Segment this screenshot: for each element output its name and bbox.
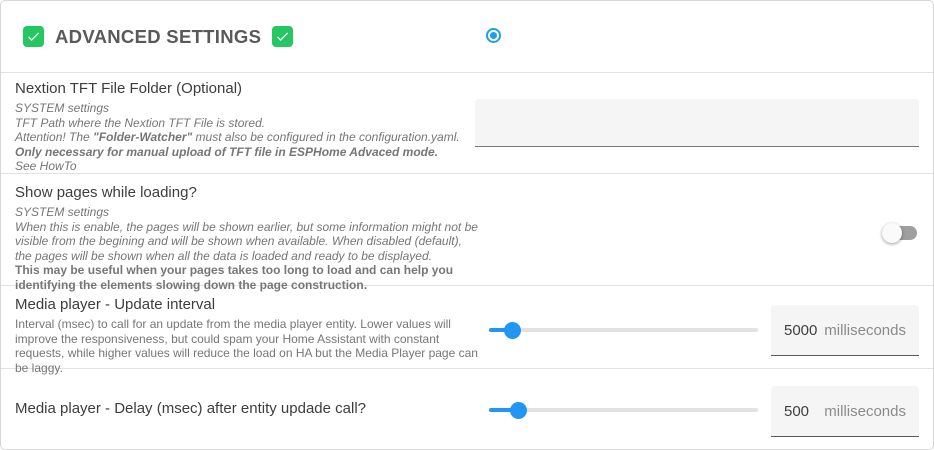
section-update-interval: [1, 286, 933, 375]
section-title: Media player - Delay (msec) after entity updade call?: [15, 400, 366, 417]
toggle-knob[interactable]: [882, 223, 902, 243]
slider-track[interactable]: [489, 408, 758, 412]
delay-slider[interactable]: [489, 401, 758, 419]
section-nextion-tft-folder: [1, 73, 933, 174]
section-show-pages: [1, 174, 933, 292]
value-number[interactable]: 500: [784, 402, 810, 420]
checkmark-icon: [26, 29, 41, 44]
section-delay: [1, 369, 933, 450]
value-unit-label: milliseconds: [824, 321, 906, 339]
value-unit-label: milliseconds: [824, 402, 906, 420]
desc-line: SYSTEM settings: [15, 101, 110, 115]
desc-line: SYSTEM settings: [15, 205, 110, 219]
section-title: Nextion TFT File Folder (Optional): [15, 80, 243, 97]
see-howto-link[interactable]: See HowTo: [15, 159, 77, 173]
delay-value-field[interactable]: [771, 386, 919, 437]
slider-track[interactable]: [489, 328, 758, 332]
section-description: [15, 101, 480, 174]
slider-fill: [489, 408, 519, 412]
desc-line: This may be useful when your pages takes too long to load and can help you identifying the elements slowing down the page construction.: [15, 263, 454, 292]
section-description: [15, 205, 480, 292]
checkbox-checked-icon-right[interactable]: [272, 26, 293, 47]
radio-dot: [490, 32, 497, 39]
section-title: Media player - Update interval: [15, 296, 216, 313]
section-title: Show pages while loading?: [15, 184, 197, 201]
desc-line: Attention! The "Folder-Watcher" must also be configured in the configuration.yaml.: [15, 130, 460, 144]
tft-folder-input[interactable]: [475, 99, 919, 147]
slider-fill: [489, 328, 513, 332]
checkmark-icon: [275, 29, 290, 44]
desc-line: TFT Path where the Nextion TFT File is stored.: [15, 115, 266, 130]
panel-header: [1, 1, 933, 73]
slider-knob[interactable]: [510, 402, 527, 419]
update-interval-slider[interactable]: [489, 321, 758, 339]
desc-line: Only necessary for manual upload of TFT file in ESPHome Advaced mode.: [15, 144, 438, 159]
slider-knob[interactable]: [504, 322, 521, 339]
desc-line: When this is enable, the pages will be shown earlier, but some information might not be visible from the begining and will be shown when available. When disabled (default), the pages will be shown when all the data is loaded and ready to be displayed.: [15, 219, 478, 263]
checkbox-checked-icon-left[interactable]: [23, 26, 44, 47]
update-interval-value-field[interactable]: [771, 305, 919, 356]
show-pages-toggle[interactable]: [882, 223, 917, 243]
value-number[interactable]: 5000: [784, 321, 818, 339]
section-description: Interval (msec) to call for an update from the media player entity. Lower values will improve the responsiveness, but could spam your Home Assistant with constant requests, while higher values will reduce the load on HA but the Media Player page can be laggy.: [15, 317, 478, 375]
radio-selected-icon[interactable]: [486, 28, 501, 43]
page-title: ADVANCED SETTINGS: [55, 25, 262, 47]
